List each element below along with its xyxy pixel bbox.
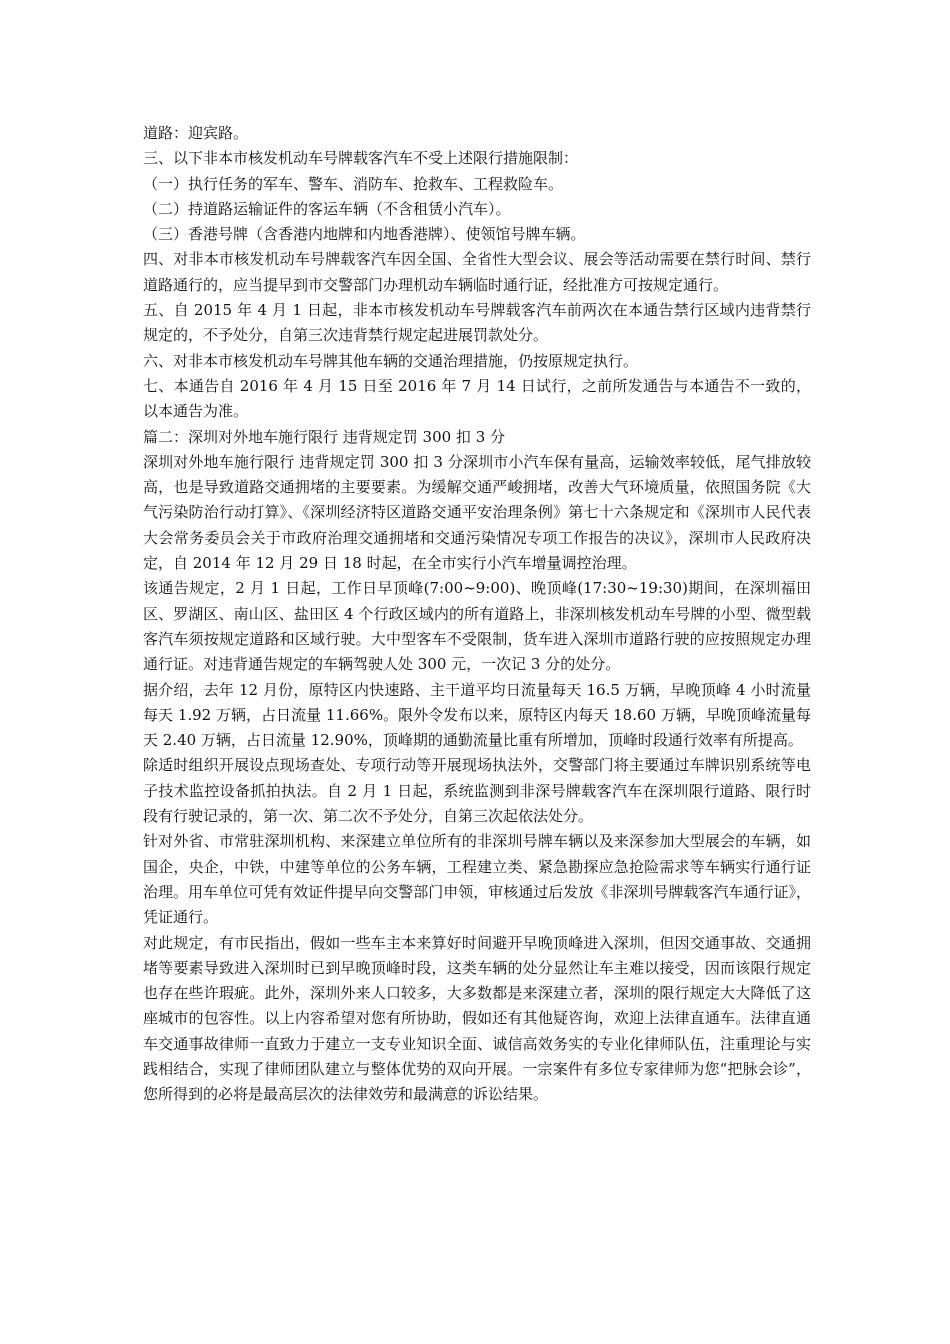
document-body <box>143 121 811 1108</box>
paragraph-commentary: 对此规定，有市民指出，假如一些车主本来算好时间避开早晚顶峰进入深圳，但因交通事故、交通拥堵等要素导致进入深圳时已到早晚顶峰时段，这类车辆的处分显然让车主难以接受，因而该限行规定也存在些许瑕疵。此外，深圳外来人口较多，大多数都是来深建立者，深圳的限行规定大大降低了这座城市的包容性。以上内容希望对您有所协助，假如还有其他疑咨询，欢迎上法律直通车。法律直通车交通事故律师一直致力于建立一支专业知识全面、诚信高效务实的专业化律师队伍，注重理论与实践相结合，实现了律师团队建立与整体优势的双向开展。一宗案件有多位专家律师为您“把脉会诊”，您所得到的必将是最高层次的法律效劳和最满意的诉讼结果。 <box>143 933 811 1104</box>
paragraph-permits: 针对外省、市常驻深圳机构、来深建立单位所有的非深圳号牌车辆以及来深参加大型展会的车辆，如国企，央企，中铁，中建等单位的公务车辆，工程建立类、紧急勘探应急抢险需求等车辆实行通行证治理。用车单位可凭有效证件提早向交警部门申领，审核通过后发放《非深圳号牌载客汽车通行证》，凭证通行。 <box>143 832 811 927</box>
paragraph-notice-rules: 该通告规定，2 月 1 日起，工作日早顶峰(7:00~9:00)、晚顶峰(17:30~19:30)期间，在深圳福田区、罗湖区、南山区、盐田区 4 个行政区域内的所有道路上，非深圳核发机动车号牌的小型、微型载客汽车须按规定道路和区域行驶。大中型客车不受限制，货车进入深圳市道路行驶的应按照规定办理通行证。对违背通告规定的车辆驾驶人处 300 元，一次记 3 分的处分。 <box>143 579 811 674</box>
paragraph-intro: 深圳对外地车施行限行 违背规定罚 300 扣 3 分深圳市小汽车保有量高，运输效率较低，尾气排放较高，也是导致道路交通拥堵的主要要素。为缓解交通严峻拥堵，改善大气环境质量，依照国务院《大气污染防治行动打算》、《深圳经济特区道路交通平安治理条例》第七十六条规定和《深圳市人民代表大会常务委员会关于市政府治理交通拥堵和交通污染情况专项工作报告的决议》，深圳市人民政府决定，自 2014 年 12 月 29 日 18 时起，在全市实行小汽车增量调控治理。 <box>143 452 811 573</box>
paragraph-section-7: 七、本通告自 2016 年 4 月 15 日至 2016 年 7 月 14 日试行，之前所发通告与本通告不一致的，以本通告为准。 <box>143 376 811 421</box>
paragraph-section-6: 六、对非本市核发机动车号牌其他车辆的交通治理措施，仍按原规定执行。 <box>143 351 639 370</box>
paragraph-road: 道路：迎宾路。 <box>143 124 249 142</box>
paragraph-section-3: 三、以下非本市核发机动车号牌载客汽车不受上述限行措施限制： <box>143 149 579 168</box>
paragraph-enforcement: 除适时组织开展设点现场查处、专项行动等开展现场执法外，交警部门将主要通过车牌识别系统等电子技术监控设备抓拍执法。自 2 月 1 日起，系统监测到非深号牌载客汽车在深圳限行道路、限行时段有行驶记录的，第一次、第二次不予处分，自第三次起依法处分。 <box>143 756 811 826</box>
paragraph-exemption-3: （三）香港号牌（含香港内地牌和内地香港牌）、使领馆号牌车辆。 <box>143 225 586 244</box>
paragraph-traffic-stats: 据介绍，去年 12 月份，原特区内快速路、主干道平均日流量每天 16.5 万辆，早晚顶峰 4 小时流量每天 1.92 万辆，占日流量 11.66%。限外令发布以来，原特区内每天 18.60 万辆，早晚顶峰流量每天 2.40 万辆，占日流量 12.90%，顶峰期的通勤流量比重有所增加，顶峰时段通行效率有所提高。 <box>143 680 811 750</box>
paragraph-exemption-1: （一）执行任务的军车、警车、消防车、抢救车、工程救险车。 <box>143 174 564 193</box>
paragraph-exemption-2: （二）持道路运输证件的客运车辆（不含租赁小汽车）。 <box>143 199 511 218</box>
article-heading: 篇二：深圳对外地车施行限行 违背规定罚 300 扣 3 分 <box>143 427 506 446</box>
paragraph-section-5: 五、自 2015 年 4 月 1 日起，非本市核发机动车号牌载客汽车前两次在本通告禁行区域内违背禁行规定的，不予处分，自第三次违背禁行规定起进展罚款处分。 <box>143 301 811 345</box>
paragraph-section-4: 四、对非本市核发机动车号牌载客汽车因全国、全省性大型会议、展会等活动需要在禁行时间、禁行道路通行的，应当提早到市交警部门办理机动车辆临时通行证，经批准方可按规定通行。 <box>143 250 811 294</box>
